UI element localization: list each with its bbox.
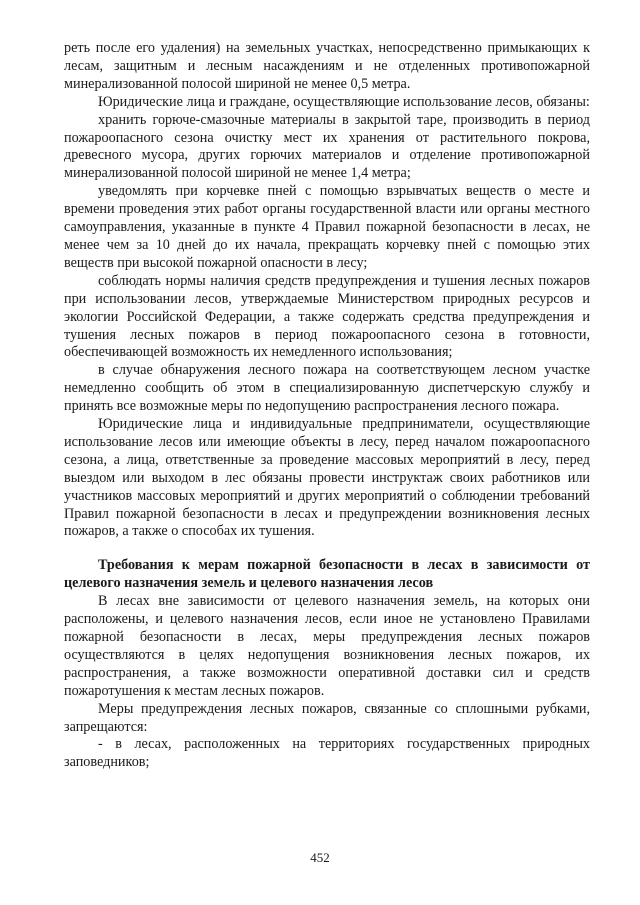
paragraph-briefing: Юридические лица и индивидуальные предприниматели, осуществляющие использование лесов или имеющие объекты в лесу, перед началом пожароопасного сезона, а лица, ответственные за проведение массовых мероприятий в лесу, перед выездом или выходом в лес обязаны провести инструктаж своих работников или участников массовых мероприятий и других мероприятий о соблюдении требований Правил пожарной безопасности в лесах и предупреждении возникновения лесных пожаров, а также о способах их тушения. [64,416,590,540]
paragraph-stump-removal: уведомлять при корчевке пней с помощью взрывчатых веществ о месте и времени проведения этих работ органы государственной власти или органы местного самоуправления, указанные в пункте 4 Правил пожарной безопасности в лесах, не менее чем за 10 дней до их начала, прекращать корчевку пней с помощью этих веществ при высокой пожарной опасности в лесу; [64,183,590,271]
paragraph-fuel-storage: хранить горюче-смазочные материалы в закрытой таре, производить в период пожароопасного сезона очистку мест их хранения от растительного покрова, древесного мусора, других горючих материалов и отделение противопожарной минерализованной полосой шириной не менее 1,4 метра; [64,111,590,182]
section-heading: Требования к мерам пожарной безопасности в лесах в зависимости от целевого назначения земель и целевого назначения лесов [64,557,590,592]
paragraph-clear-cutting: Меры предупреждения лесных пожаров, связанные со сплошными рубками, запрещаются: [64,700,590,735]
list-item-reserves: - в лесах, расположенных на территориях государственных природных заповедников; [64,736,590,771]
page-number: 452 [310,850,330,865]
paragraph-obligations-intro: Юридические лица и граждане, осуществляющие использование лесов, обязаны: [98,93,590,110]
paragraph-fire-detection: в случае обнаружения лесного пожара на соответствующем лесном участке немедленно сообщить об этом в специализированную диспетчерскую службу и принять все возможные меры по недопущению распространения лесного пожара. [64,362,590,415]
paragraph-equipment-norms: соблюдать нормы наличия средств предупреждения и тушения лесных пожаров при использовании лесов, утверждаемые Министерством природных ресурсов и экологии Российской Федерации, а также содержать средства предупреждения и тушения лесных пожаров в период пожароопасного сезона в готовности, обеспечивающей возможность их немедленного использования; [64,272,590,361]
paragraph-continuation: реть после его удаления) на земельных участках, непосредственно примыкающих к лесам, защитным и лесным насаждениям и не отделенных противопожарной минерализованной полосой шириной не менее 0,5 метра. [64,40,590,92]
document-page [64,40,590,772]
paragraph-general-measures: В лесах вне зависимости от целевого назначения земель, на которых они расположены, и целевого назначения лесов, если иное не установлено Правилами пожарной безопасности в лесах, меры предупреждения лесных пожаров осуществляются в целях недопущения возникновения лесных пожаров, их распространения, а также возможности оперативной доставки сил и средств пожаротушения к местам лесных пожаров. [64,593,590,699]
